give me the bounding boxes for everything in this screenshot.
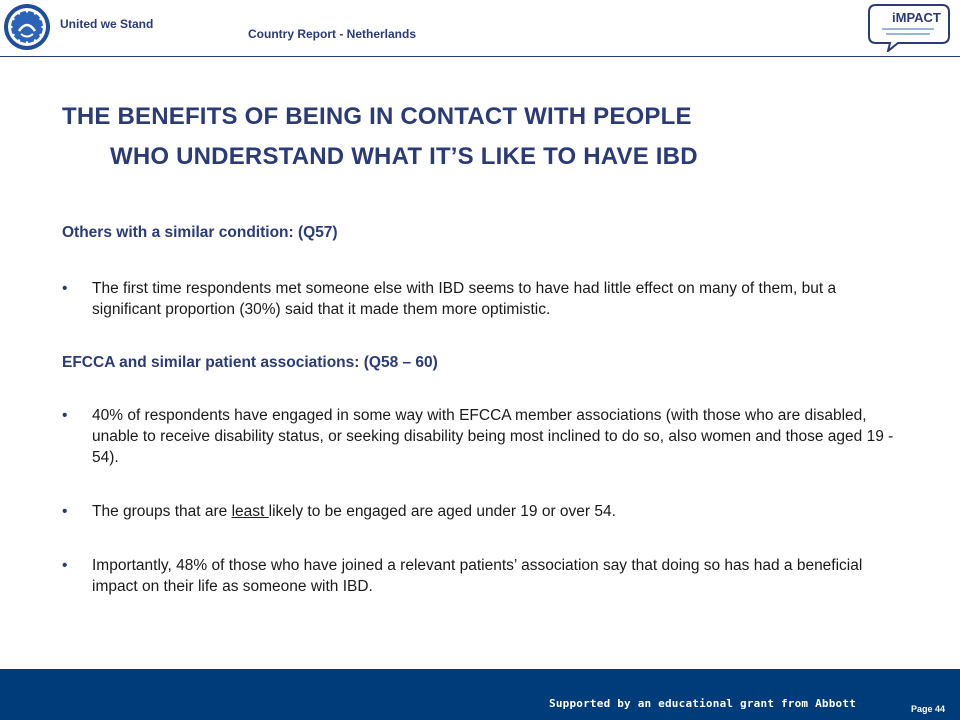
footer-bar	[0, 669, 960, 720]
bullet-marker: •	[62, 557, 68, 574]
bullet-marker: •	[62, 503, 68, 520]
bullet-marker: •	[62, 280, 68, 297]
title-line-1: THE BENEFITS OF BEING IN CONTACT WITH PEOPLE	[62, 103, 692, 130]
bullet-text: 40% of respondents have engaged in some way with EFCCA member associations (with those who are disabled, unable to receive disability status, or seeking disability being most inclined to do so, also women and those aged 19 - 54).	[92, 407, 894, 466]
brand-name: United we Stand	[60, 17, 154, 31]
bullet-item	[62, 278, 902, 320]
title-line-2: WHO UNDERSTAND WHAT IT’S LIKE TO HAVE IBD	[110, 143, 698, 170]
bullet-item	[62, 555, 902, 597]
header-divider	[0, 56, 960, 57]
impact-logo-text: iMPACT	[892, 10, 941, 25]
bullet-text: The first time respondents met someone else with IBD seems to have had little effect on many of them, but a significant proportion (30%) said that it made them more optimistic.	[92, 280, 837, 318]
united-we-stand-logo	[3, 3, 51, 51]
page-title	[62, 97, 922, 177]
emphasis-underlined: least	[231, 503, 269, 520]
bullet-item	[62, 405, 902, 468]
section-heading-q57: Others with a similar condition: (Q57)	[62, 224, 338, 241]
bullet-marker: •	[62, 407, 68, 424]
footer-support-text: Supported by an educational grant from Abbott	[549, 697, 857, 710]
bullet-text-end: likely to be engaged are aged under 19 or over 54.	[268, 503, 616, 520]
report-title: Country Report - Netherlands	[248, 27, 417, 41]
bullet-text	[62, 501, 902, 522]
bullet-item	[62, 501, 902, 522]
bullet-text-start: The groups that are	[92, 503, 232, 520]
bullet-text: Importantly, 48% of those who have joined a relevant patients’ association say that doing so has had a beneficial impact on their life as someone with IBD.	[92, 557, 863, 595]
section-heading-q58-60: EFCCA and similar patient associations: (Q58 – 60)	[62, 354, 438, 371]
page-number: Page 44	[911, 704, 946, 714]
